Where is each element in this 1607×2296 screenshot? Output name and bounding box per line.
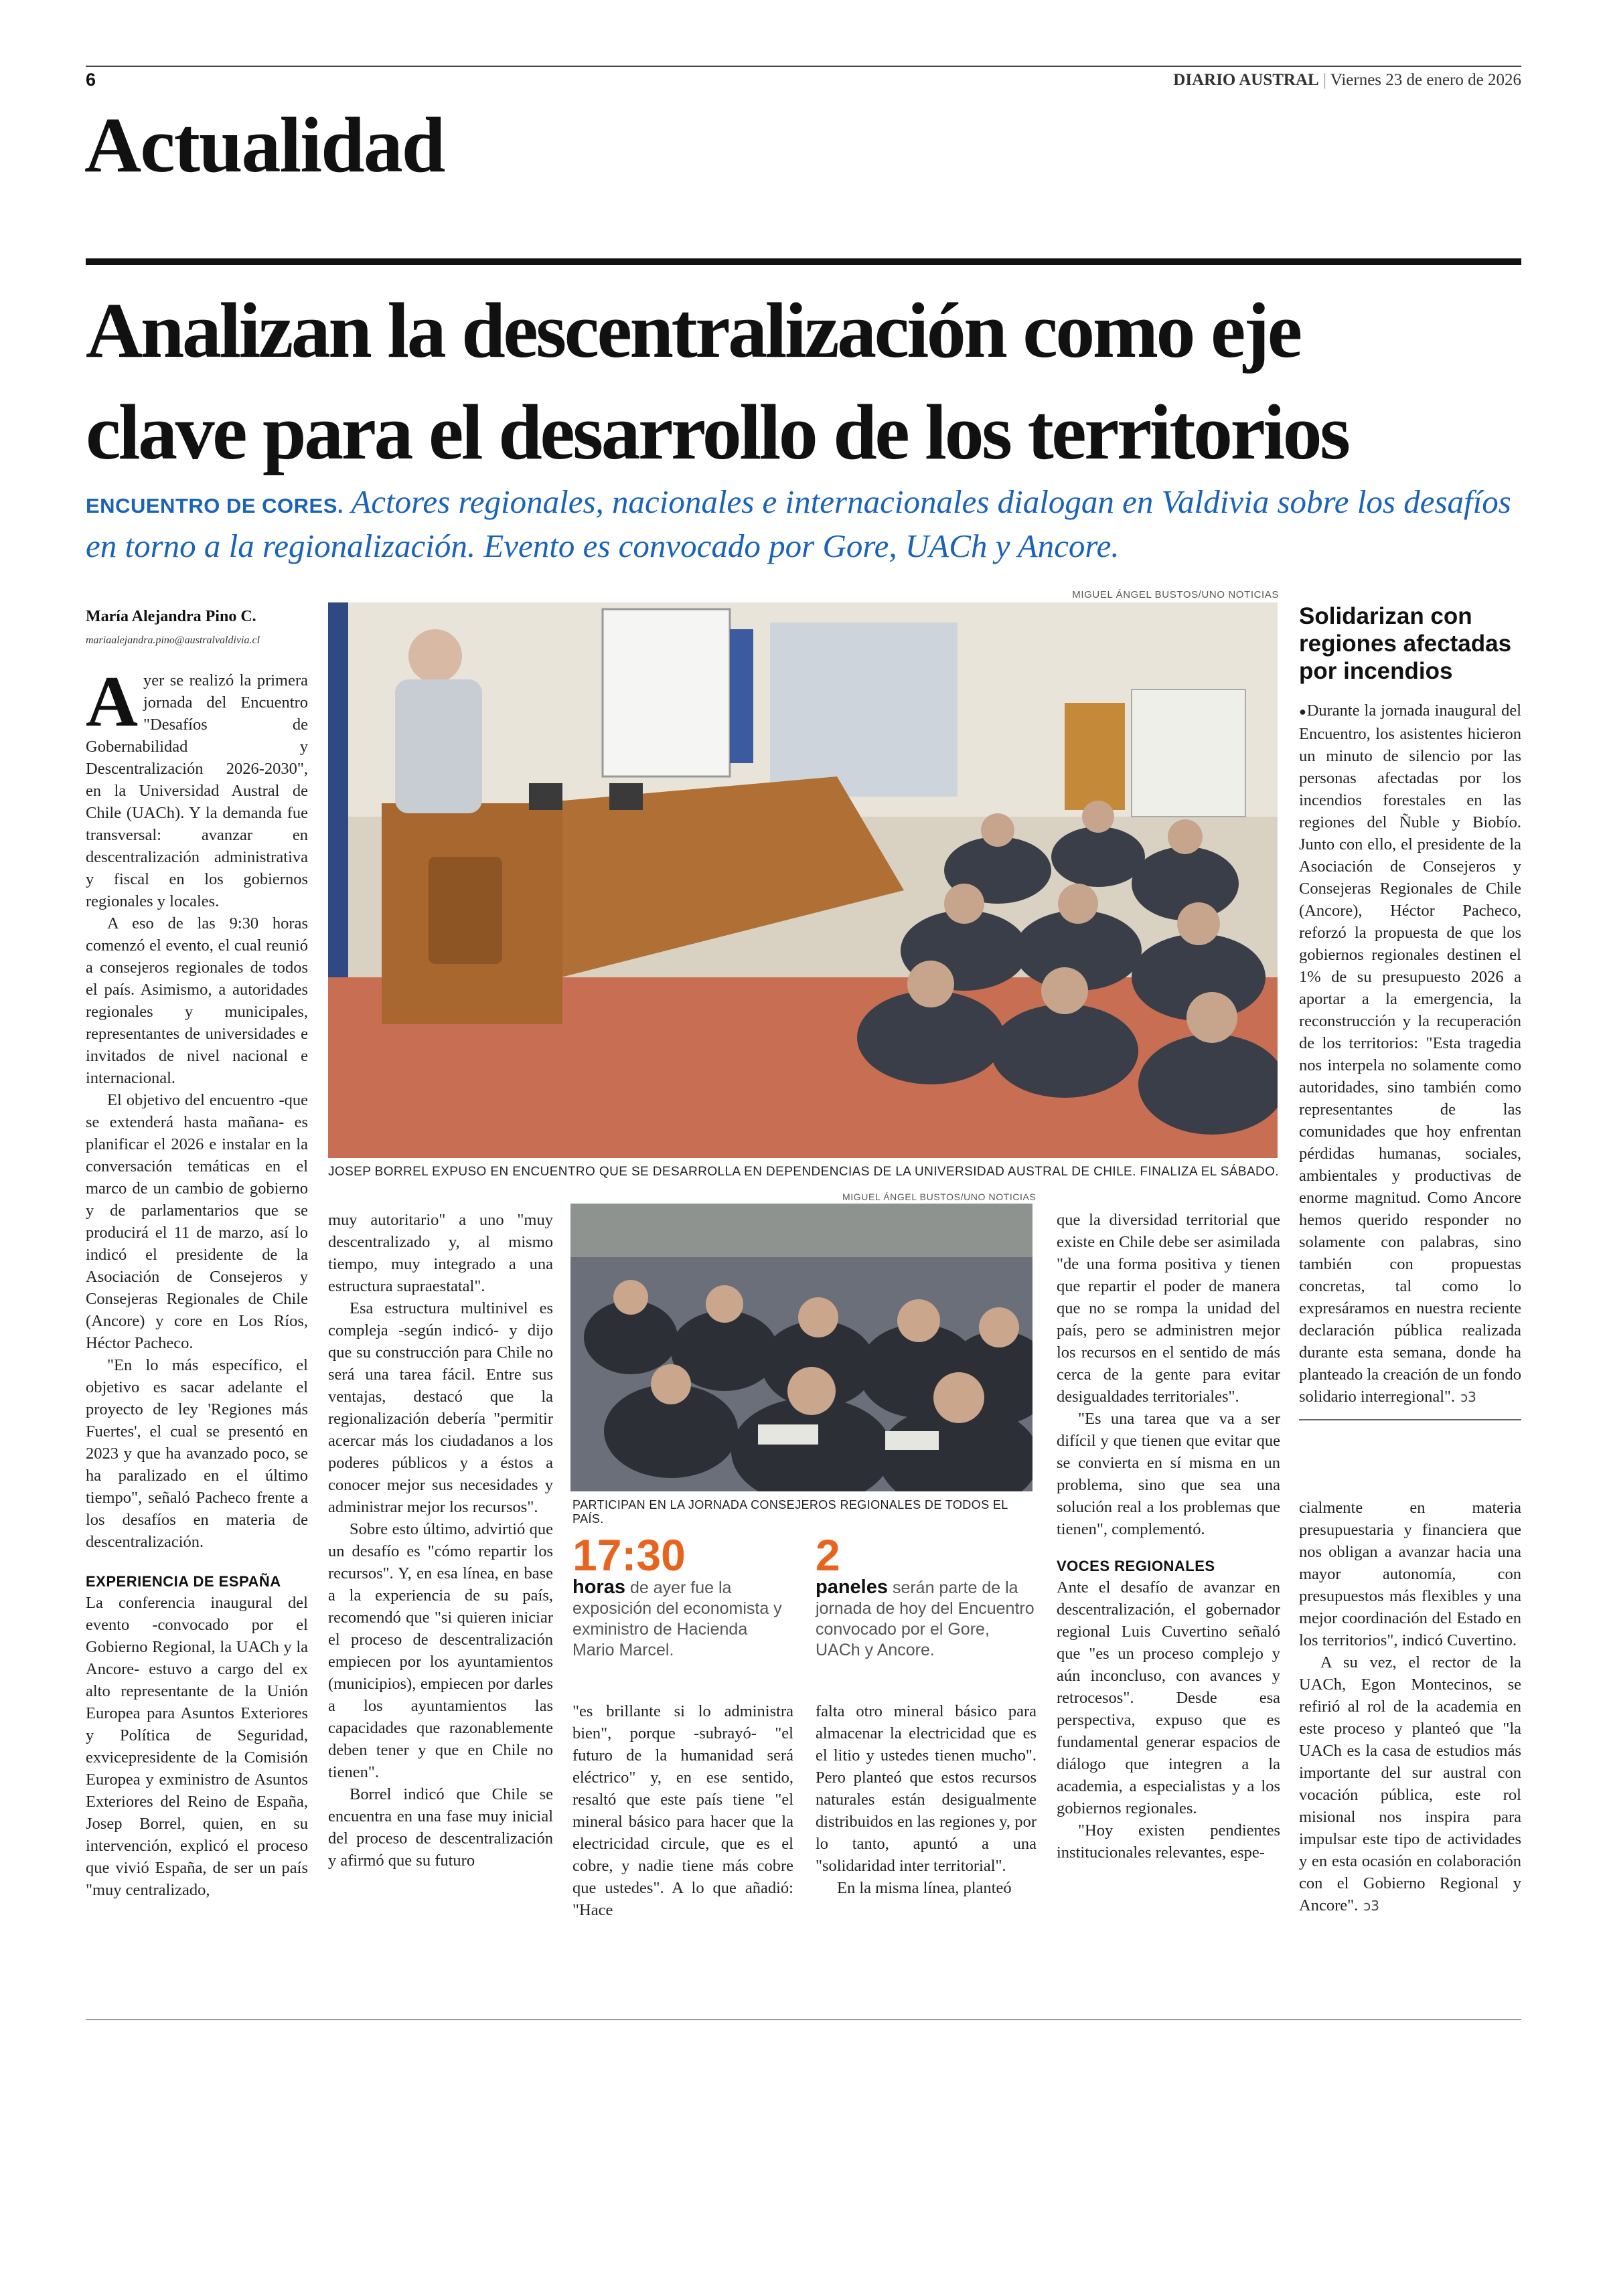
stat-value: 17:30 [572, 1530, 686, 1580]
stat-2: 2 paneles serán parte de la jornada de hoy del Encuentro convocado por el Gore, UACh y Ancore. [816, 1533, 1037, 1661]
end-mark-icon: ↄ3 [1460, 1389, 1476, 1405]
stat-unit: paneles [816, 1576, 888, 1598]
main-photo-credit: MIGUEL ÁNGEL BUSTOS/UNO NOTICIAS [1072, 589, 1279, 600]
drop-cap: A [86, 662, 138, 742]
stat-value: 2 [816, 1530, 840, 1580]
top-rule [86, 66, 1521, 67]
issue-date: Viernes 23 de enero de 2026 [1330, 71, 1521, 89]
end-mark-icon: ↄ3 [1363, 1898, 1379, 1914]
article-column-4: falta otro mineral básico para almacenar la electricidad que es el litio y ustedes tienen mucho". Pero planteó que estos recursos naturales están desigualmente distribuidos en las regiones y, por lo tanto, apuntó a una "solidaridad inter territorial". En la misma línea, planteó [816, 1702, 1037, 1897]
bottom-rule [86, 2019, 1521, 2020]
article-headline [86, 280, 1532, 483]
article-column-6: cialmente en materia presupuestaria y financiera que nos obligan a avanzar hacia una mayor autonomía, con presupuestos más flexibles y una mejor coordinación del Estado en los territorios", indicó Cuvertino. A su vez, el rector de la UACh, Egon Montecinos, se refirió al rol de la academia en este proceso y planteó que "la UACh es la casa de estudios más importante del sur austral con vocación pública, este rol misional nos inspira para impulsar este tipo de actividades y en esta ocasión en colaboración con el Gobierno Regional y Ancore". ↄ3 [1299, 1499, 1521, 1914]
article-column-1: Ayer se realizó la primera jornada del Encuentro "Desafíos de Gobernabilidad y Descentralización 2026-2030", en la Universidad Austral de Chile (UACh). Y la demanda fue transversal: avanzar en descentralización administrativa y fiscal en los gobiernos regionales y locales. A eso de las 9:30 horas comenzó el evento, el cual reunió a consejeros regionales de todos el país. Asimismo, a autoridades regionales y municipales, representantes de universidades e invitados de nivel nacional e internacional. El objetivo del encuentro -que se extenderá hasta mañana- es planificar el 2026 e instalar en la conversación temáticas en el marco de un cambio de gobierno y de parlamentarios que se producirá el 11 de marzo, así lo indicó el presidente de la Asociación de Consejeros y Consejeras Regionales de Chile (Ancore) y core en Los Ríos, Héctor Pacheco. "En lo más específico, el objetivo es sacar adelante el proyecto de ley 'Regiones más Fuertes', el cual se presentó en 2023 y que ha avanzado poco, se ha paralizado en el último tiempo", señaló Pacheco frente a los desafíos en materia de descentralización. EXPERIENCIA DE ESPAÑA La conferencia inaugural del evento -convocado por el Gobierno Regional, la UACh y la Ancore- estuvo a cargo del ex alto representante de la Unión Europea para Asuntos Exteriores y Política de Seguridad, exvicepresidente de la Comisión Europea y exministro de Asuntos Exteriores del Reino de España, Josep Borrel, quien, en su intervención, explicó el proceso que vivió España, de ser un país "muy centralizado, [86, 662, 308, 1899]
byline [86, 606, 307, 649]
headline-rule [86, 258, 1521, 265]
bullet-icon: ● [1299, 705, 1307, 718]
author-email: mariaalejandra.pino@australvaldivia.cl [86, 635, 260, 646]
author-name: María Alejandra Pino C. [86, 608, 256, 625]
subhead-experiencia: EXPERIENCIA DE ESPAÑA [86, 1573, 281, 1590]
publication-dateline: DIARIO AUSTRAL | Viernes 23 de enero de 2026 [1173, 71, 1521, 89]
sidebar-bottom-rule [1299, 1419, 1521, 1420]
main-photo-caption: JOSEP BORREL EXPUSO EN ENCUENTRO QUE SE DESARROLLA EN DEPENDENCIAS DE LA UNIVERSIDAD AUSTRAL DE CHILE. FINALIZA EL SÁBADO. [328, 1165, 1279, 1179]
stat-unit: horas [572, 1576, 625, 1598]
article-column-3: "es brillante si lo administra bien", porque -subrayó- "el futuro de la humanidad será eléctrico" y, en ese sentido, resaltó que este país tiene "el mineral básico para hacer que la electricidad circule, que es el cobre, y nadie tiene más cobre que ustedes". A lo que añadió: "Hace [572, 1702, 793, 1919]
secondary-photo-caption: PARTICIPAN EN LA JORNADA CONSEJEROS REGIONALES DE TODOS EL PAÍS. [572, 1498, 1008, 1526]
publication-name: DIARIO AUSTRAL [1173, 71, 1319, 89]
main-photo [328, 602, 1278, 1158]
deck-text: Actores regionales, nacionales e internacionales dialogan en Valdivia sobre los desafíos en torno a la regionalización. Evento es convocado por Gore, UACh y Ancore. [86, 483, 1511, 564]
sidebar-text: ●Durante la jornada inaugural del Encuentro, los asistentes hicieron un minuto de silencio por las personas afectadas por los incendios forestales en las regiones del Ñuble y Biobío. Junto con ello, el presidente de la Asociación de Consejeros y Consejeras Regionales de Chile (Ancore), Héctor Pacheco, reforzó la propuesta de que los gobiernos regionales destinen el 1% de su presupuesto 2026 a aportar a la emergencia, la reconstrucción y la recuperación de los territorios: "Esta tragedia nos interpela no solamente como autoridades, sino también como representantes de las comunidades que hoy enfrentan pérdidas humanas, sociales, ambientales y productivas de enorme magnitud. Como Ancore hemos querido responder no solamente con palabras, sino también con propuestas concretas, tal como lo expresáramos en nuestra reciente declaración pública realizada durante esta semana, donde ha planteado la creación de un fondo solidario interregional". ↄ3 [1299, 702, 1521, 1406]
stat-1730: 17:30 horas de ayer fue la exposición del economista y exministro de Hacienda Mario Marcel. [572, 1533, 793, 1661]
kicker: ENCUENTRO DE CORES. [86, 494, 343, 517]
article-column-5: que la diversidad territorial que existe en Chile debe ser asimilada "de una forma positiva y tienen que repartir el poder de manera que no se rompa la unidad del país, pero se administren mejor los recursos en el sentido de más cerca de la gente para evitar desigualdades territoriales". "Es una tarea que va a ser difícil y que tienen que evitar que se convierta en sí misma en un problema, sino que sea una solución real a los problemas que tienen", complementó. VOCES REGIONALES Ante el desafío de avanzar en descentralización, el gobernador regional Luis Cuvertino señaló que "es un proceso complejo y aún inconcluso, con avances y retrocesos". Desde esa perspectiva, expuso que es fundamental generar espacios de diálogo que integren a la academia, a especialistas y a los gobiernos regionales. "Hoy existen pendientes institucionales relevantes, espe- [1057, 1211, 1280, 1862]
section-title: Actualidad [84, 101, 445, 189]
sidebar-title: Solidarizan con regiones afectadas por incendios [1299, 603, 1512, 684]
subhead-voces: VOCES REGIONALES [1057, 1558, 1215, 1574]
headline-line-2: clave para el desarrollo de los territorios [86, 388, 1349, 476]
secondary-photo [570, 1204, 1032, 1491]
article-column-2: muy autoritario" a uno "muy descentralizado y, al mismo tiempo, muy integrado a una estructura supraestatal". Esa estructura multinivel es compleja -según indicó- y dijo que su construcción para Chile no será una tarea fácil. Entre sus ventajas, destacó que la regionalización debería "permitir acercar más los ciudadanos a los poderes públicos y a éstos a conocer mejor sus necesidades y administrar mejor los recursos". Sobre esto último, advirtió que un desafío es "cómo repartir los recursos". Y, en esa línea, en base a la experiencia de su país, recomendó que "si quieren iniciar el proceso de descentralización empiecen por los ayuntamientos (municipios), empiecen por darles a los ayuntamientos las capacidades que razonablemente deben tener y que en Chile no tienen". Borrel indicó que Chile se encuentra en una fase muy inicial del proceso de descentralización y afirmó que su futuro [328, 1211, 553, 1870]
secondary-photo-credit: MIGUEL ÁNGEL BUSTOS/UNO NOTICIAS [842, 1192, 1037, 1202]
headline-line-1: Analizan la descentralización como eje [86, 286, 1300, 374]
article-deck [86, 482, 1525, 566]
page-number: 6 [86, 70, 96, 90]
sidebar-box [1299, 602, 1521, 1420]
